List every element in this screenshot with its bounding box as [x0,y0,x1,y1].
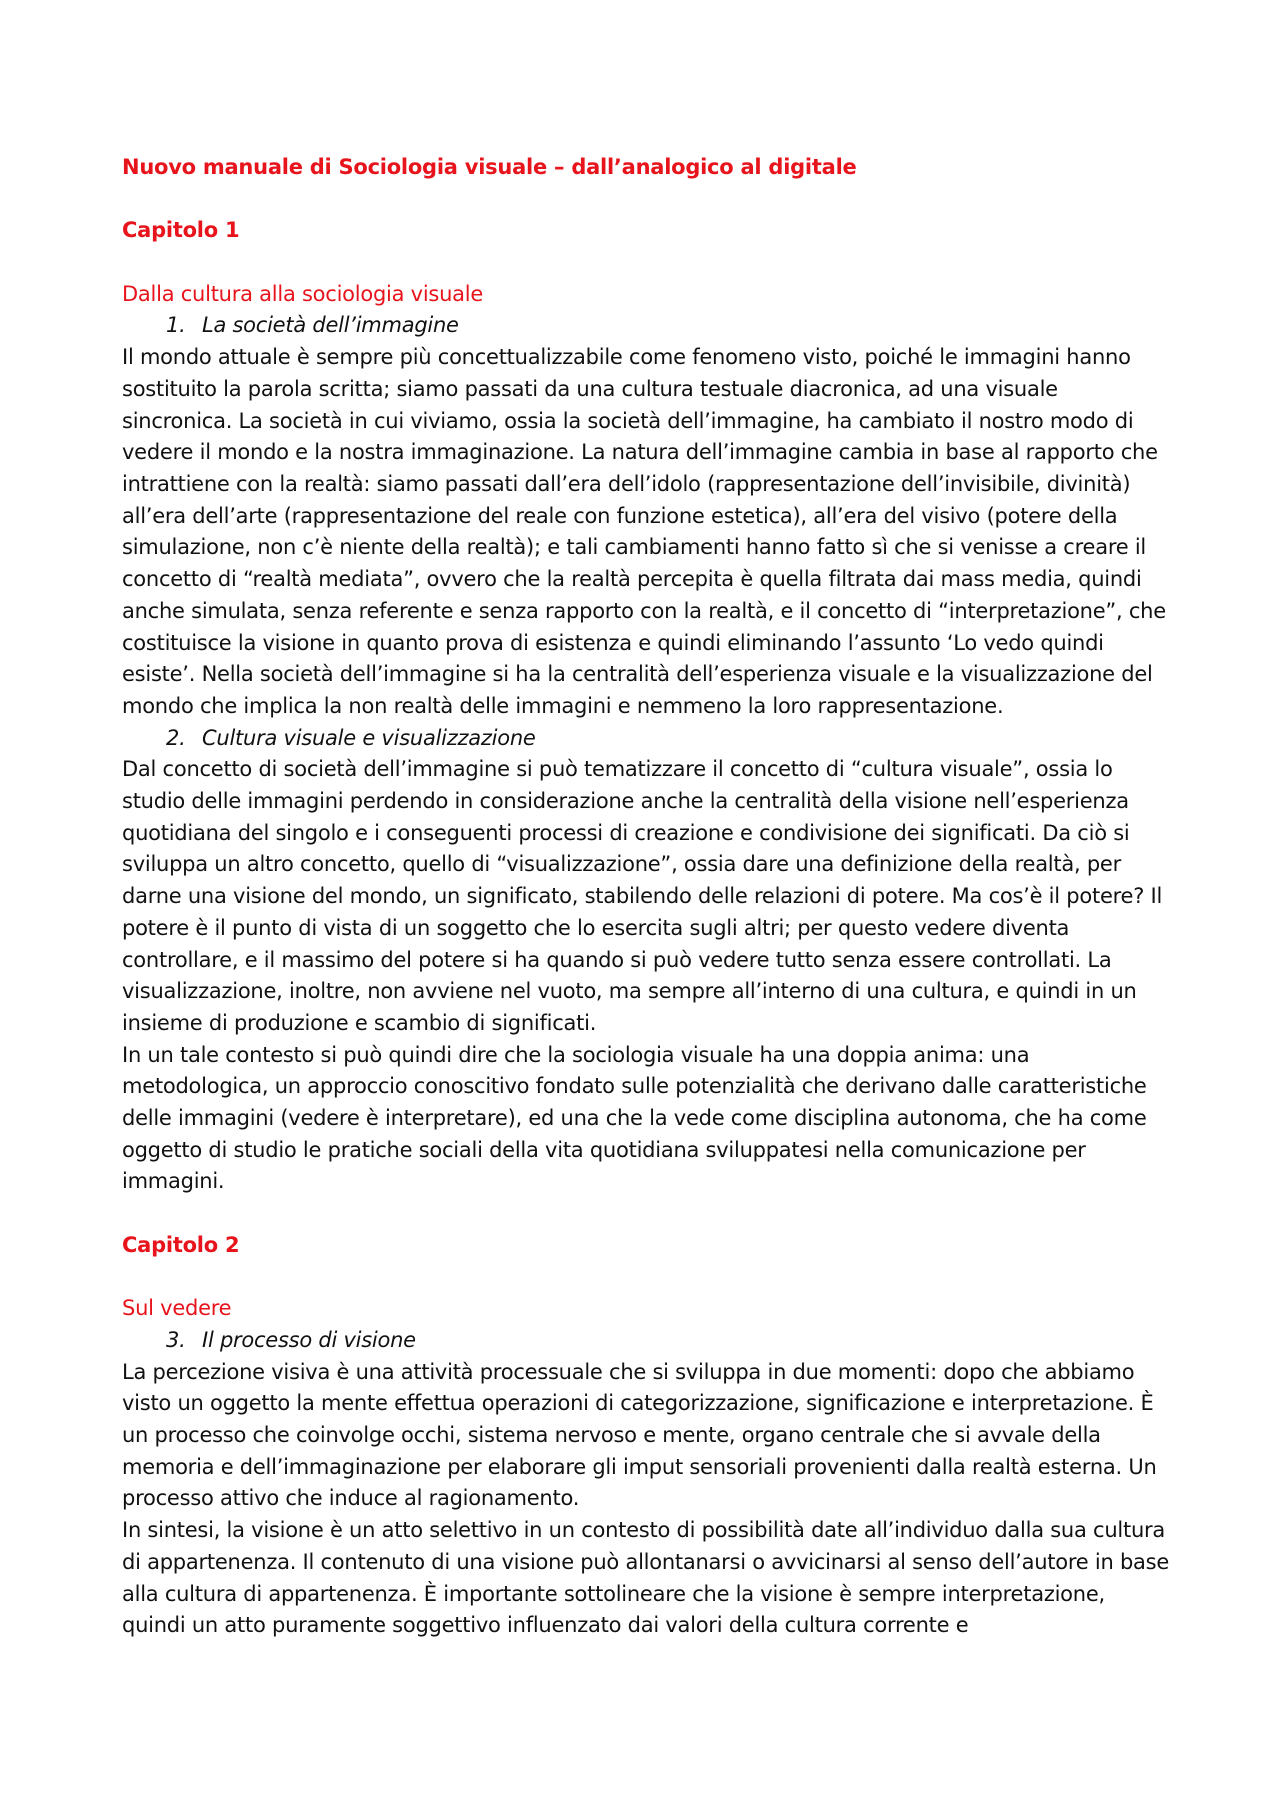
subsection-3-number: 3. [166,1327,186,1352]
chapter-1-heading: Capitolo 1 [122,218,240,243]
chapter-2-heading: Capitolo 2 [122,1232,240,1257]
paragraph: Dal concetto di società dell’immagine si può tematizzare il concetto di “cultura visuale”, ossia lo studio delle immagini perdendo in considerazione anche la centralità della visione nell’esperienza quotidiana del singolo e i conseguenti processi di creazione e condivisione dei significati. Da ciò si sviluppa un altro concetto, quello di “visualizzazione”, ossia dare una definizione della realtà, per darne una visione del mondo, un significato, stabilendo delle relazioni di potere. Ma cos’è il potere? Il potere è il punto di vista di un soggetto che lo esercita sugli altri; per questo vedere diventa controllare, e il massimo del potere si ha quando si può vedere tutto senza essere controllati. La visualizzazione, inoltre, non avviene nel vuoto, ma sempre all’interno di una cultura, e quindi in un insieme di produzione e scambio di significati. [122,757,1163,1035]
subsection-2-heading [122,723,1172,755]
subsection-1-number: 1. [166,313,186,338]
section-heading-1: Dalla cultura alla sociologia visuale [122,281,484,306]
subsection-2-number: 2. [166,725,186,750]
paragraph: La percezione visiva è una attività processuale che si sviluppa in due momenti: dopo che abbiamo visto un oggetto la mente effettua operazioni di categorizzazione, significazione e interpretazione. È un processo che coinvolge occhi, sistema nervoso e mente, organo centrale che si avvale della memoria e dell’immaginazione per elaborare gli imput sensoriali provenienti dalla realtà esterna. Un processo attivo che induce al ragionamento. [122,1359,1157,1511]
document-title: Nuovo manuale di Sociologia visuale – dall’analogico al digitale [122,155,857,179]
section-heading-2: Sul vedere [122,1296,232,1321]
subsection-1-title: La società dell’immagine [202,313,459,338]
paragraph: Il mondo attuale è sempre più concettualizzabile come fenomeno visto, poiché le immagini hanno sostituito la parola scritta; siamo passati da una cultura testuale diacronica, ad una visuale sincronica. La società in cui viviamo, ossia la società dell’immagine, ha cambiato il nostro modo di vedere il mondo e la nostra immaginazione. La natura dell’immagine cambia in base al rapporto che intrattiene con la realtà: siamo passati dall’era dell’idolo (rappresentazione dell’invisibile, divinità) all’era dell’arte (rappresentazione del reale con funzione estetica), all’era del visivo (potere della simulazione, non c’è niente della realtà); e tali cambiamenti hanno fatto sì che si venisse a creare il concetto di “realtà mediata”, ovvero che la realtà percepita è quella filtrata dai mass media, quindi anche simulata, senza referente e senza rapporto con la realtà, e il concetto di “interpretazione”, che costituisce la visione in quanto prova di esistenza e quindi eliminando l’assunto ‘Lo vedo quindi esiste’. Nella società dell’immagine si ha la centralità dell’esperienza visuale e la visualizzazione del mondo che implica la non realtà delle immagini e nemmeno la loro rappresentazione. [122,345,1166,718]
subsection-2-title: Cultura visuale e visualizzazione [202,725,536,750]
subsection-3-title: Il processo di visione [202,1327,416,1352]
subsection-1-heading [122,310,1172,342]
paragraph: In un tale contesto si può quindi dire che la sociologia visuale ha una doppia anima: una metodologica, un approccio conoscitivo fondato sulle potenzialità che derivano dalle caratteristiche delle immagini (vedere è interpretare), ed una che la vede come disciplina autonoma, che ha come oggetto di studio le pratiche sociali della vita quotidiana sviluppatesi nella comunicazione per immagini. [122,1042,1147,1194]
paragraph: In sintesi, la visione è un atto selettivo in un contesto di possibilità date all’individuo dalla sua cultura di appartenenza. Il contenuto di una visione può allontanarsi o avvicinarsi al senso dell’autore in base alla cultura di appartenenza. È importante sottolineare che la visione è sempre interpretazione, quindi un atto puramente soggettivo influenzato dai valori della cultura corrente e [122,1518,1169,1638]
subsection-3-heading [122,1325,1172,1357]
document-page [122,152,1172,1642]
